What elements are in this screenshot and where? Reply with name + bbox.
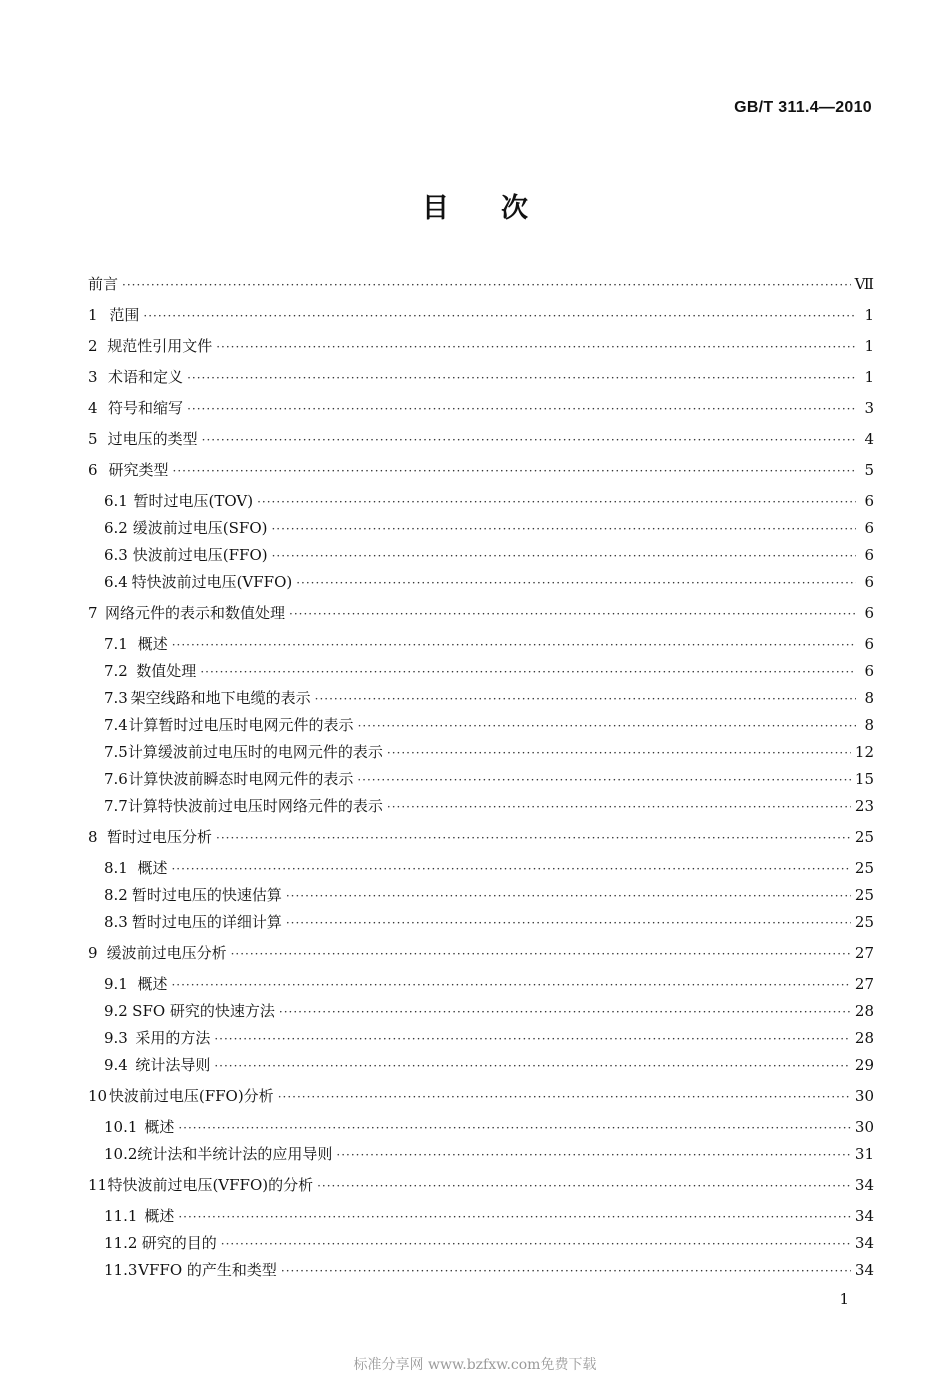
toc-entry-page: 28 [854,1002,874,1020]
toc-entry[interactable] [88,602,874,623]
toc-entry-number: 11.1 [104,1207,138,1225]
toc-entry-number: 9.2 [104,1002,128,1020]
toc-entry-page: 34 [854,1207,874,1225]
toc-entry-label: 架空线路和地下电缆的表示 [130,689,311,707]
toc-entry-number: 6.4 [104,573,128,591]
toc-entry[interactable] [88,571,874,592]
dot-leader [231,948,851,960]
toc-entry-number: 3 [88,368,98,386]
toc-entry-label: 特快波前过电压(VFFO) [131,573,293,591]
toc-entry-page: 25 [854,886,874,904]
standard-code: GB/T 311.4—2010 [734,99,872,116]
toc-entry-number: 6.3 [104,546,128,564]
toc-entry-label: 快波前过电压(FFO) [132,546,268,564]
dot-leader [143,310,856,322]
dot-leader [289,608,856,620]
toc-entry-number: 10.2 [104,1145,138,1163]
toc-entry-page: 25 [854,859,874,877]
dot-leader [200,666,856,678]
toc-entry-page: 30 [854,1087,874,1105]
toc-entry[interactable] [88,1174,874,1195]
toc-entry[interactable] [88,768,874,789]
dot-leader [315,693,856,705]
toc-entry[interactable] [88,973,874,994]
dot-leader [187,372,856,384]
toc-entry-page: 27 [854,944,874,962]
title-char-2: 次 [501,193,528,224]
page-title [0,186,950,225]
watermark: 标准分享网 www.bzfxw.com免费下载 [353,1357,597,1373]
toc-entry-number: 6.1 [104,492,128,510]
toc-entry-number: 9 [88,944,98,962]
toc-entry-label: 网络元件的表示和数值处理 [105,604,286,622]
dot-leader [286,917,851,929]
dot-leader [279,1006,851,1018]
toc-entry-page: 34 [854,1261,874,1279]
toc-entry-page: 34 [854,1234,874,1252]
toc-entry[interactable] [88,857,874,878]
toc-entry-number: 9.3 [104,1029,128,1047]
toc-entry-label: 概述 [137,975,168,993]
toc-entry-number: 7.5 [104,743,128,761]
toc-entry[interactable] [88,428,874,449]
dot-leader [214,1033,851,1045]
toc-entry-page: 6 [864,604,874,622]
toc-entry[interactable] [88,544,874,565]
toc-entry[interactable] [88,826,874,847]
toc-entry-number: 7.1 [104,635,128,653]
dot-leader [178,1122,851,1134]
toc-entry-page: 34 [854,1176,874,1194]
dot-leader [257,496,856,508]
toc-entry[interactable] [88,1027,874,1048]
toc-entry-number: 10 [88,1087,108,1105]
toc-entry-page: 4 [864,430,874,448]
toc-entry[interactable] [88,660,874,681]
toc-entry-label: VFFO 的产生和类型 [138,1261,277,1279]
dot-leader [278,1091,851,1103]
toc-entry[interactable] [88,1116,874,1137]
toc-entry[interactable] [88,397,874,418]
toc-entry-label: 计算缓波前过电压时的电网元件的表示 [127,743,383,761]
toc-entry-label: 规范性引用文件 [107,337,213,355]
toc-entry-label: 缓波前过电压分析 [106,944,227,962]
toc-entry-page: 6 [864,573,874,591]
toc-entry-page: 31 [854,1145,874,1163]
toc-entry-label: 缓波前过电压(SFO) [132,519,268,537]
dot-leader [281,1265,851,1277]
toc-entry[interactable] [88,741,874,762]
toc-entry-number: 9.1 [104,975,128,993]
dot-leader [171,979,850,991]
toc-entry-page: 6 [864,662,874,680]
page-number: 1 [839,1290,849,1308]
toc-entry-page: 27 [854,975,874,993]
toc-entry-page: 1 [864,368,874,386]
toc-entry-number: 9.4 [104,1056,128,1074]
toc-entry-label: 研究的目的 [141,1234,217,1252]
toc-entry-number: 8 [88,828,98,846]
toc-entry-number: 4 [88,399,98,417]
toc-entry-number: 7.2 [104,662,128,680]
dot-leader [221,1238,851,1250]
toc-entry-page: Ⅶ [854,275,874,293]
toc-entry-label: 概述 [144,1207,175,1225]
toc-entry[interactable] [88,1232,874,1253]
toc-entry-page: 28 [854,1029,874,1047]
toc-entry[interactable] [88,942,874,963]
dot-leader [202,434,856,446]
toc-entry-page: 8 [864,689,874,707]
toc-entry[interactable] [88,335,874,356]
toc-entry[interactable] [88,714,874,735]
toc-entry-label: 暂时过电压的快速估算 [131,886,282,904]
toc-entry[interactable] [88,687,874,708]
dot-leader [387,747,851,759]
toc-entry[interactable] [88,1205,874,1226]
dot-leader [271,523,856,535]
toc-entry-number: 6.2 [104,519,128,537]
toc-entry-label: 概述 [144,1118,175,1136]
toc-entry-page: 25 [854,913,874,931]
toc-entry-label: 过电压的类型 [107,430,198,448]
toc-entry[interactable] [88,490,874,511]
toc-entry-number: 2 [88,337,98,355]
toc-entry-page: 29 [854,1056,874,1074]
toc-entry[interactable] [88,517,874,538]
toc-entry-page: 23 [854,797,874,815]
toc-entry-page: 1 [864,337,874,355]
toc-entry-label: 研究类型 [108,461,169,479]
toc-entry[interactable] [88,911,874,932]
dot-leader [171,863,850,875]
toc-entry[interactable] [88,304,874,325]
toc-entry-label: 统计法导则 [135,1056,211,1074]
toc-entry[interactable] [88,1054,874,1075]
toc-entry-number: 5 [88,430,98,448]
toc-entry-label: 暂时过电压分析 [107,828,213,846]
toc-entry-number: 11 [88,1176,108,1194]
toc-entry-number: 7.4 [104,716,128,734]
toc-entry[interactable] [88,795,874,816]
toc-entry[interactable] [88,1085,874,1106]
toc-entry[interactable] [88,1000,874,1021]
toc-entry-label: 计算暂时过电压时电网元件的表示 [128,716,354,734]
toc-entry-label: 前言 [88,275,119,293]
toc-entry-number: 11.3 [104,1261,138,1279]
toc-entry-number: 1 [88,306,98,324]
dot-leader [178,1211,851,1223]
dot-leader [172,639,856,651]
toc-entry[interactable] [88,459,874,480]
toc-entry-label: 采用的方法 [135,1029,211,1047]
toc-entry-label: 快波前过电压(FFO)分析 [108,1087,274,1105]
toc-entry-number: 8.1 [104,859,128,877]
dot-leader [216,341,856,353]
toc-entry-page: 6 [864,635,874,653]
toc-entry-page: 30 [854,1118,874,1136]
dot-leader [387,801,851,813]
dot-leader [317,1180,851,1192]
toc-entry-label: 数值处理 [136,662,197,680]
toc-entry-label: 概述 [137,635,168,653]
dot-leader [173,465,857,477]
toc-entry-page: 15 [854,770,874,788]
toc-entry-page: 1 [864,306,874,324]
toc-entry-number: 7 [88,604,98,622]
toc-entry-page: 3 [864,399,874,417]
toc-entry-page: 6 [864,519,874,537]
toc-entry-label: 统计法和半统计法的应用导则 [137,1145,333,1163]
toc-entry-label: 特快波前过电压(VFFO)的分析 [107,1176,314,1194]
dot-leader [187,403,856,415]
toc-entry-label: SFO 研究的快速方法 [132,1002,275,1020]
toc-entry[interactable] [88,366,874,387]
toc-entry-label: 暂时过电压(TOV) [133,492,254,510]
toc-entry-number: 7.7 [104,797,128,815]
toc-entry-label: 范围 [109,306,140,324]
toc-entry-number: 7.3 [104,689,128,707]
toc-entry-number: 8.3 [104,913,128,931]
toc-entry-label: 术语和定义 [108,368,184,386]
dot-leader [336,1149,850,1161]
toc-entry-number: 10.1 [104,1118,138,1136]
toc-entry[interactable] [88,884,874,905]
dot-leader [214,1060,851,1072]
toc-entry-number: 11.2 [104,1234,138,1252]
toc-entry[interactable] [88,633,874,654]
dot-leader [358,720,856,732]
toc-entry-label: 概述 [137,859,168,877]
toc-entry-label: 暂时过电压的详细计算 [131,913,282,931]
dot-leader [357,774,851,786]
toc-entry-label: 计算快波前瞬态时电网元件的表示 [128,770,354,788]
dot-leader [216,832,851,844]
dot-leader [296,577,856,589]
toc-entry-page: 5 [864,461,874,479]
dot-leader [122,279,851,291]
toc-entry[interactable] [88,273,874,294]
toc-entry-number: 7.6 [104,770,128,788]
toc-entry[interactable] [88,1143,874,1164]
toc-entry-number: 8.2 [104,886,128,904]
toc-entry-page: 6 [864,492,874,510]
toc-entry-label: 符号和缩写 [108,399,184,417]
toc-entry-number: 6 [88,461,98,479]
title-char-1: 目 [422,193,449,224]
toc-entry-page: 6 [864,546,874,564]
dot-leader [272,550,856,562]
toc-entry[interactable] [88,1259,874,1280]
toc-entry-page: 12 [854,743,874,761]
toc-entry-page: 8 [864,716,874,734]
dot-leader [286,890,851,902]
toc-entry-page: 25 [854,828,874,846]
toc-entry-label: 计算特快波前过电压时网络元件的表示 [127,797,383,815]
